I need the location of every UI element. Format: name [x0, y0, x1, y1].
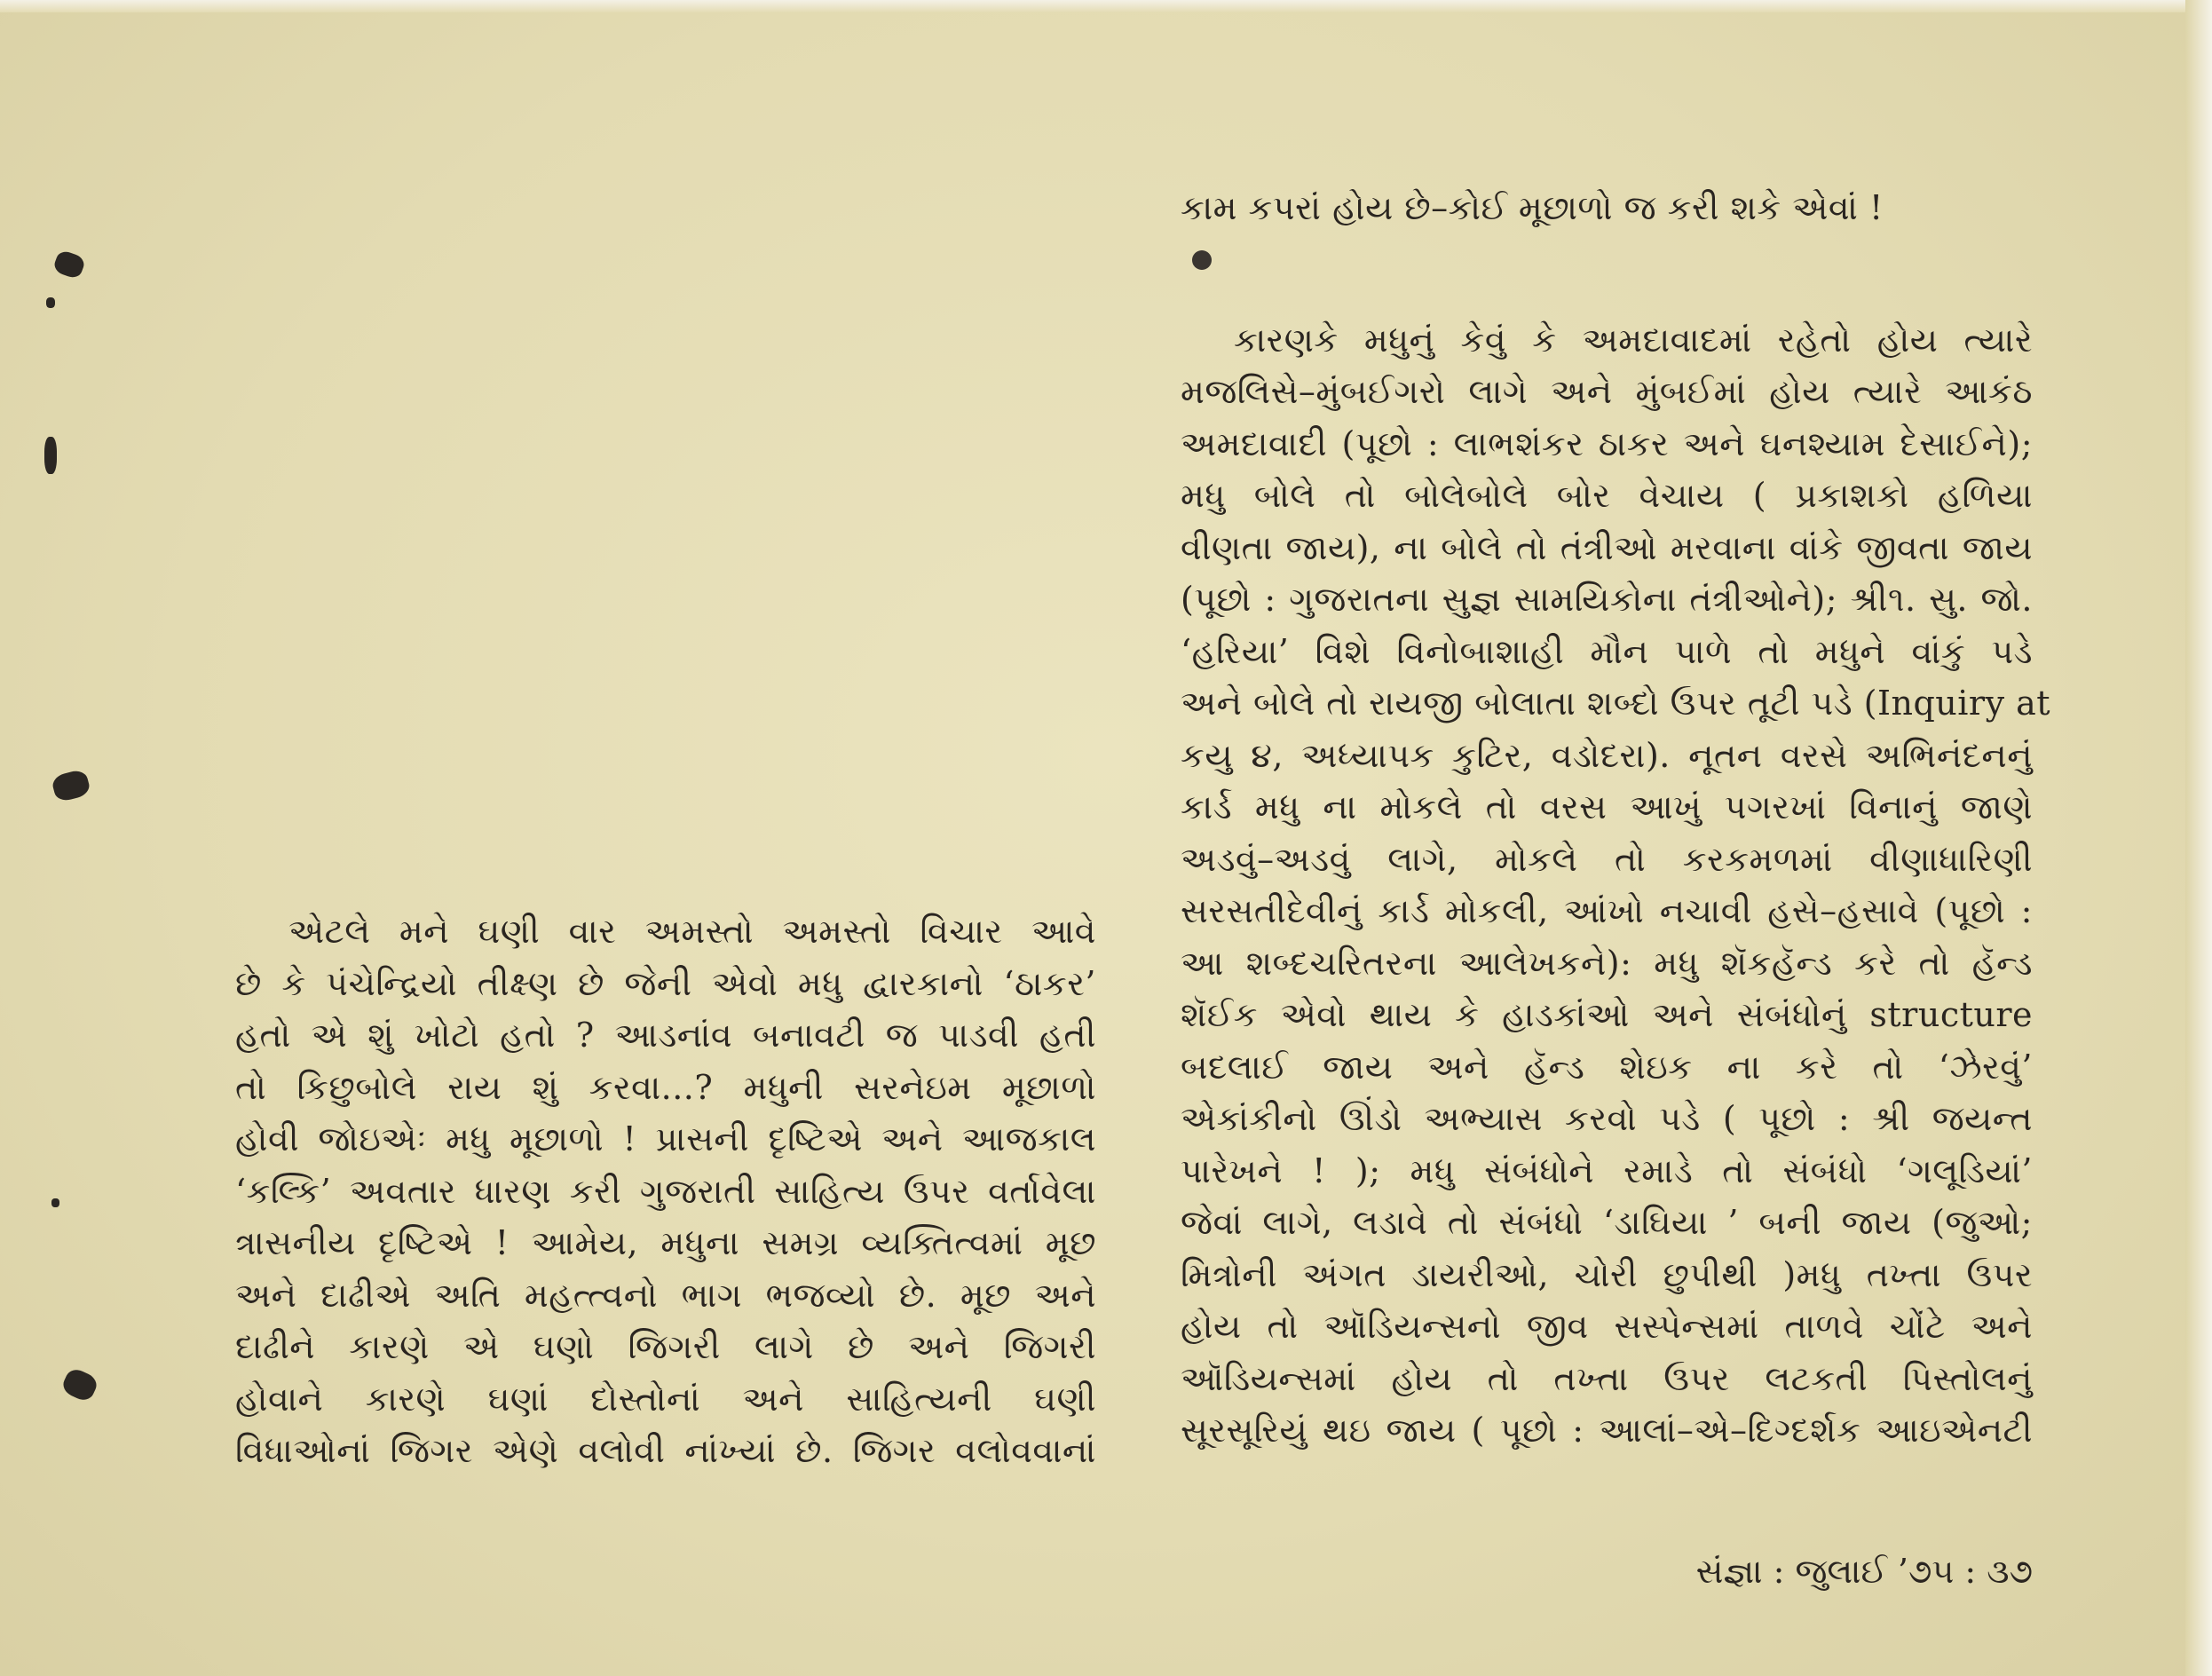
page-footer: સંજ્ઞા : જુલાઈ ’૭૫ : ૩૭	[1695, 1552, 2033, 1591]
text-line: મિત્રોની અંગત ડાયરીઓ, ચોરી છુપીથી )મધુ તખ્તા ઉપર	[1181, 1254, 2033, 1294]
text-line: કાર્ડ મધુ ના મોકલે તો વરસ આખું પગરખાં વિનાનું જાણે	[1181, 787, 2033, 826]
text-line: એટલે મને ઘણી વાર અમસ્તો અમસ્તો વિચાર આવે	[288, 912, 1096, 951]
text-line: હોવી જોઇએઃ મધુ મૂછાળો ! પ્રાસની દૃષ્ટિએ અને આજકાલ	[235, 1119, 1096, 1158]
text-line: આ શબ્દચરિતરના આલેખકને): મધુ શૅકહૅન્ડ કરે તો હૅન્ડ	[1181, 943, 2033, 983]
text-line: અને દાઢીએ અતિ મહત્ત્વનો ભાગ ભજવ્યો છે. મૂછ અને	[235, 1275, 1096, 1315]
text-line: દાઢીને કારણે એ ઘણો જિગરી લાગે છે અને જિગરી	[235, 1327, 1096, 1366]
binding-hole-mark	[51, 1198, 59, 1207]
text-line: શૅઈક એવો થાય કે હાડકાંઓ અને સંબંધોનું structure	[1181, 995, 2033, 1034]
text-line: જેવાં લાગે, લડાવે તો સંબંધો ‘ડાઘિયા ’ બની જાય (જુઓ;	[1181, 1203, 2033, 1242]
text-line: વિધાઓનાં જિગર એણે વલોવી નાંખ્યાં છે. જિગર વલોવવાનાં	[235, 1431, 1096, 1470]
section-gap	[1181, 234, 2033, 314]
text-line: ‘હરિયા’ વિશે વિનોબાશાહી મૌન પાળે તો મધુને વાંકું પડે	[1181, 631, 2033, 671]
text-line: ત્રાસનીય દૃષ્ટિએ ! આમેય, મધુના સમગ્ર વ્યક્તિત્વમાં મૂછ	[235, 1223, 1096, 1262]
text-line: છે કે પંચેન્દ્રિયો તીક્ષ્ણ છે જેની એવો મધુ દ્વારકાનો ‘ઠાકર’	[235, 963, 1096, 1003]
left-text-column	[235, 905, 1096, 1477]
text-line: કારણકે મધુનું કેવું કે અમદાવાદમાં રહેતો હોય ત્યારે	[1234, 320, 2033, 360]
text-line: મધુ બોલે તો બોલેબોલે બોર વેચાય ( પ્રકાશકો હળિયા	[1181, 476, 2033, 515]
text-line: હોય તો ઑડિયન્સનો જીવ સસ્પેન્સમાં તાળવે ચોંટે અને	[1181, 1307, 2033, 1346]
text-line: તો કિછુબોલે રાય શું કરવા...? મધુની સરનેઇમ મૂછાળો	[235, 1067, 1096, 1107]
text-line: અને બોલે તો રાયજી બોલાતા શબ્દો ઉપર તૂટી પડે (Inquiry at	[1181, 684, 2051, 723]
text-line: સૂરસૂરિયું થઇ જાય ( પૂછો : આલાં–એ–દિગ્દર્શક આઇએનટી	[1181, 1411, 2033, 1450]
page-top-edge	[0, 0, 2212, 12]
text-line: કામ કપરાં હોય છે–કોઈ મૂછાળો જ કરી શકે એવાં !	[1181, 188, 1884, 227]
text-line: સરસતીદેવીનું કાર્ડ મોકલી, આંખો નચાવી હસે–હસાવે (પૂછો :	[1181, 891, 2033, 930]
binding-hole-mark	[44, 437, 57, 474]
text-line: હોવાને કારણે ઘણાં દોસ્તોનાં અને સાહિત્યની ઘણી	[235, 1379, 1096, 1419]
binding-hole-mark	[46, 297, 55, 308]
text-line: ઑડિયન્સમાં હોય તો તખ્તા ઉપર લટકતી પિસ્તોલનું	[1181, 1358, 2033, 1398]
text-line: એકાંકીનો ઊંડો અભ્યાસ કરવો પડે ( પૂછો : શ્રી જયન્ત	[1181, 1099, 2033, 1138]
section-bullet	[1192, 250, 1212, 270]
text-line: અડવું–અડવું લાગે, મોકલે તો કરકમળમાં વીણાધારિણી	[1181, 839, 2033, 879]
bleed-through-shadow	[249, 178, 1092, 799]
text-line: અમદાવાદી (પૂછો : લાભશંકર ઠાકર અને ઘનશ્યામ દેસાઈને);	[1181, 423, 2033, 463]
text-line: હતો એ શું ખોટો હતો ? આડનાંવ બનાવટી જ પાડવી હતી	[235, 1016, 1096, 1055]
text-line: પારેખને ! ); મધુ સંબંધોને રમાડે તો સંબંધો ‘ગલૂડિયાં’	[1181, 1150, 2033, 1190]
text-line: ‘કલ્કિ’ અવતાર ધારણ કરી ગુજરાતી સાહિત્ય ઉપર વર્તાવેલા	[235, 1171, 1096, 1211]
text-line: બદલાઈ જાય અને હૅન્ડ શેઇક ના કરે તો ‘ઝેરવું’	[1181, 1047, 2033, 1087]
text-line: (પૂછો : ગુજરાતના સુજ્ઞ સામયિકોના તંત્રીઓને); શ્રી૧. સુ. જો.	[1181, 580, 2033, 619]
text-line: વીણતા જાય), ના બોલે તો તંત્રીઓ મરવાના વાંકે જીવતા જાય	[1181, 527, 2033, 567]
text-line: કયુ ૪, અધ્યાપક કુટિર, વડોદરા). નૂતન વરસે અભિનંદનનું	[1181, 735, 2033, 775]
text-line: મજલિસે–મુંબઈગરો લાગે અને મુંબઈમાં હોય ત્યારે આકંઠ	[1181, 372, 2033, 411]
right-text-column	[1181, 182, 2051, 1457]
page-right-edge	[2185, 0, 2212, 1676]
